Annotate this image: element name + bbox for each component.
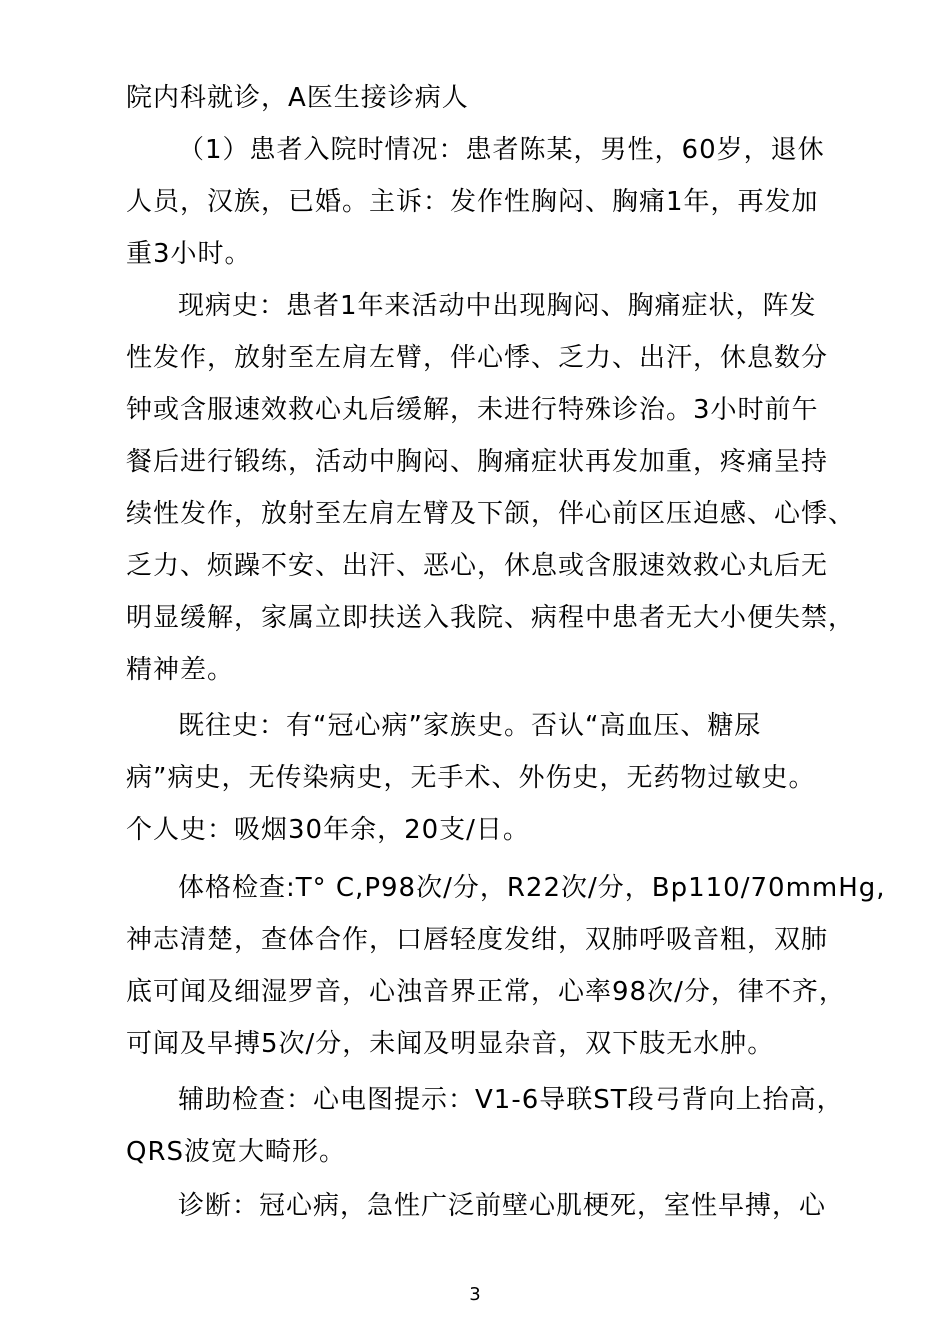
text-line-4: 重3小时。: [126, 239, 252, 269]
text-line-2: （1）患者入院时情况：患者陈某，男性，60岁，退休: [178, 135, 825, 165]
text-line-12: 精神差。: [126, 655, 235, 685]
text-line-19: 可闻及早搏5次/分，未闻及明显杂音，双下肢无水肿。: [126, 1029, 775, 1059]
text-line-9: 续性发作，放射至左肩左臂及下颌，伴心前区压迫感、心悸、: [126, 499, 856, 529]
text-line-21: QRS波宽大畸形。: [126, 1137, 347, 1167]
text-line-13: 既往史：有“冠心病”家族史。否认“高血压、糖尿: [178, 711, 762, 741]
text-line-1: 院内科就诊，A医生接诊病人: [126, 83, 469, 113]
text-line-5: 现病史：患者1年来活动中出现胸闷、胸痛症状，阵发: [178, 291, 817, 321]
text-line-3: 人员，汉族，已婚。主诉：发作性胸闷、胸痛1年，再发加: [126, 187, 819, 217]
text-line-10: 乏力、烦躁不安、出汗、恶心，休息或含服速效救心丸后无: [126, 551, 829, 581]
text-line-15: 个人史：吸烟30年余，20支/日。: [126, 815, 530, 845]
text-line-20: 辅助检查：心电图提示：V1-6导联ST段弓背向上抬高，: [178, 1085, 844, 1115]
text-line-18: 底可闻及细湿罗音，心浊音界正常，心率98次/分，律不齐，: [126, 977, 846, 1007]
text-line-6: 性发作，放射至左肩左臂，伴心悸、乏力、出汗，休息数分: [126, 343, 829, 373]
text-line-8: 餐后进行锻练，活动中胸闷、胸痛症状再发加重，疼痛呈持: [126, 447, 829, 477]
page-number: 3: [469, 1284, 481, 1305]
text-line-14: 病”病史，无传染病史，无手术、外伤史，无药物过敏史。: [126, 763, 816, 793]
text-line-17: 神志清楚，查体合作，口唇轻度发绀，双肺呼吸音粗，双肺: [126, 925, 829, 955]
text-line-16: 体格检查:T° C,P98次/分，R22次/分，Bp110/70mmHg,: [178, 873, 886, 903]
text-line-11: 明显缓解，家属立即扶送入我院、病程中患者无大小便失禁，: [126, 603, 856, 633]
text-line-7: 钟或含服速效救心丸后缓解，未进行特殊诊治。3小时前午: [126, 395, 819, 425]
text-line-22: 诊断：冠心病，急性广泛前壁心肌梗死，室性早搏，心: [178, 1191, 827, 1221]
